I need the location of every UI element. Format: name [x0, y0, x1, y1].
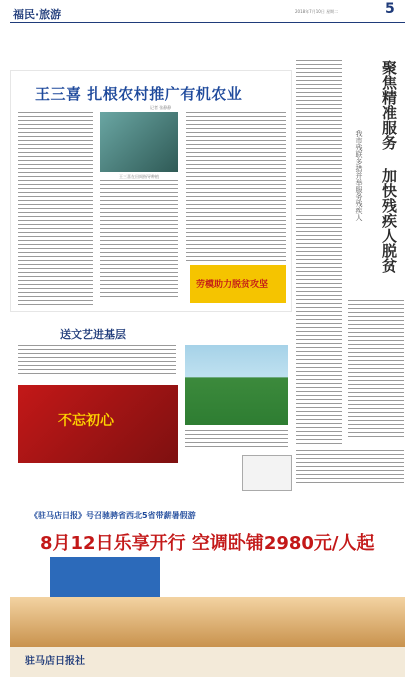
- ad-info-block: [50, 557, 160, 599]
- culture-slogan: 不忘初心: [58, 413, 114, 429]
- article-byline: 记者 张静静: [150, 105, 172, 110]
- right-text-mid: [296, 215, 342, 445]
- right-text-lower: [348, 300, 404, 440]
- right-text-bottom: [296, 450, 404, 485]
- header-meta: 2018年7月10日 星期二: [295, 9, 339, 14]
- right-subtitle: 我市残联多措并举服务残疾人: [355, 130, 363, 221]
- page-number: 5: [385, 1, 395, 17]
- culture-photo: [18, 385, 178, 463]
- text-column-3: [186, 112, 286, 262]
- ad-desert: [10, 597, 405, 649]
- ad-logo: 驻马店日报社: [25, 656, 85, 667]
- photo-caption: 王三喜在田间指导种植: [119, 174, 159, 179]
- bike-photo: [185, 345, 288, 425]
- text-column-2: [100, 180, 178, 300]
- right-text-top: [296, 60, 342, 210]
- section-title: 福民·旅游: [13, 8, 62, 21]
- header-rule: [10, 22, 405, 23]
- culture-title: 送文艺进基层: [60, 328, 126, 341]
- ad-main: 8月12日乐享开行 空调卧铺2980元/人起: [40, 533, 375, 554]
- ad-small: [190, 265, 286, 303]
- bike-caption: [185, 430, 288, 450]
- small-box: [242, 455, 292, 491]
- culture-intro: [18, 345, 176, 377]
- ad-banner: 《驻马店日报》号召驰骋省西北5省带薪暑假游: [30, 511, 196, 520]
- right-title: 聚焦精准服务 加快残疾人脱贫: [380, 60, 398, 273]
- text-column-1: [18, 112, 93, 305]
- article-headline: 王三喜 扎根农村推广有机农业: [35, 85, 243, 103]
- article-photo: [100, 112, 178, 172]
- ad-bottom: [10, 497, 405, 677]
- ad-small-title: 劳模助力脱贫攻坚: [196, 280, 269, 290]
